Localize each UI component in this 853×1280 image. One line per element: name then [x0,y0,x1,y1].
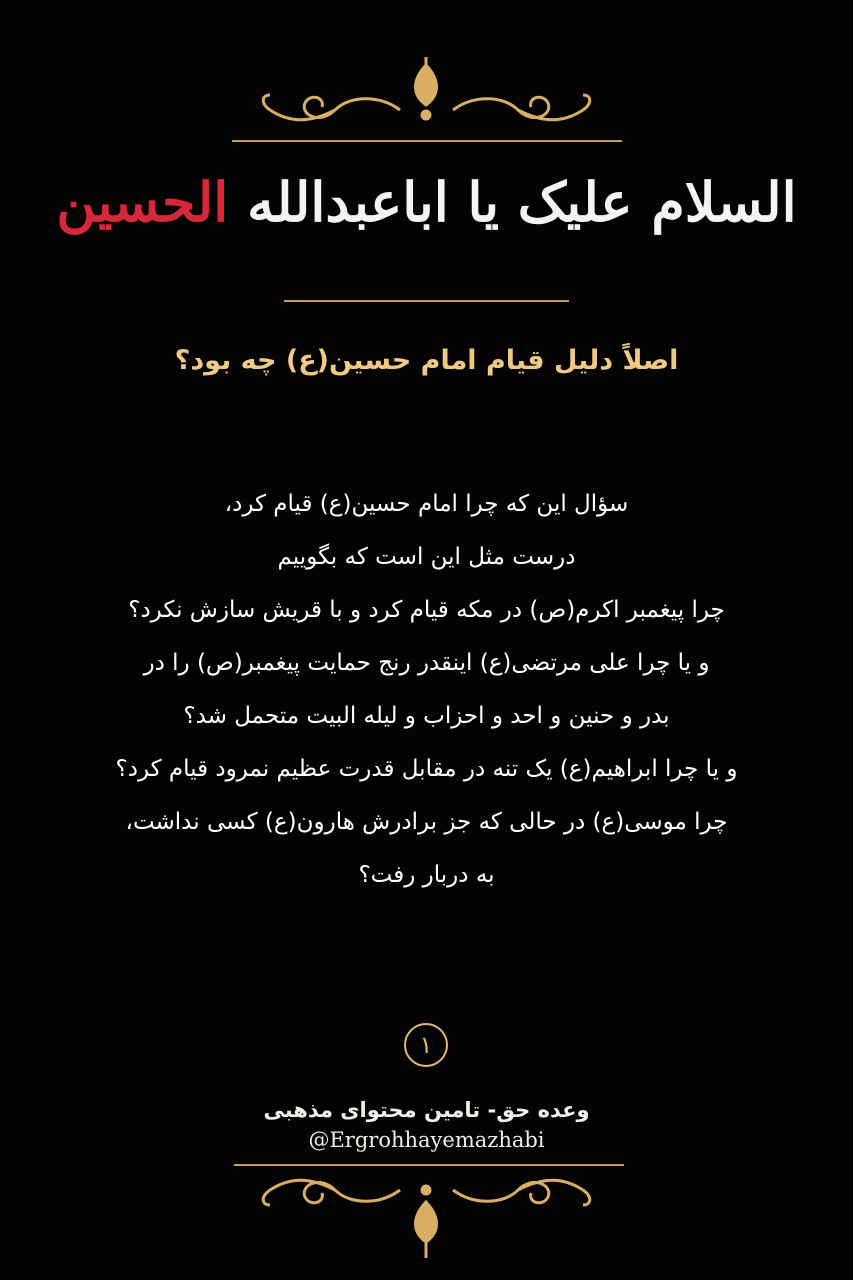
top-ornament [0,55,853,155]
body-line: درست مثل این است که بگوییم [277,544,576,570]
page-number-badge: ۱ [404,1023,448,1067]
body-line: به دربار رفت؟ [358,862,495,888]
body-line: و یا چرا علی مرتضی(ع) اینقدر رنج حمایت پیغمبر(ص) را در [143,650,710,676]
footer-brand: وعده حق- تامین محتوای مذهبی [263,1098,590,1122]
calligraphy-main: السلام علیک یا اباعبدالله [247,170,797,234]
question-heading: اصلاً دلیل قیام امام حسین(ع) چه بود؟ [174,345,679,376]
body-line: سؤال این که چرا امام حسین(ع) قیام کرد، [224,491,629,517]
calligraphy-name: الحسین [56,170,229,234]
salutation-calligraphy [0,170,853,234]
body-line: بدر و حنین و احد و احزاب و لیله البیت متحمل شد؟ [183,703,670,729]
body-line: و یا چرا ابراهیم(ع) یک تنه در مقابل قدرت عظیم نمرود قیام کرد؟ [115,756,738,782]
footer-handle: @Ergrohhayemazhabi [308,1128,545,1152]
body-line: چرا پیغمبر اکرم(ص) در مکه قیام کرد و با قریش سازش نکرد؟ [128,597,725,623]
body-text [40,478,813,902]
bottom-ornament [0,1160,853,1270]
body-line: چرا موسی(ع) در حالی که جز برادرش هارون(ع) کسی نداشت، [125,809,728,835]
divider-line [284,300,569,302]
